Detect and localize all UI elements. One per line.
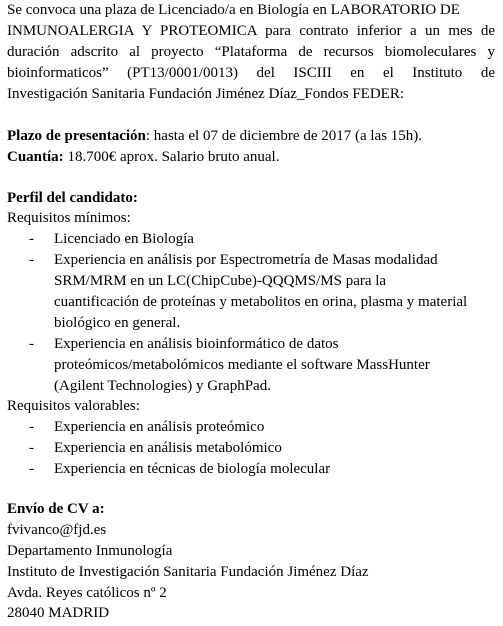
bullet-dash: - [29, 440, 34, 456]
bullet-dash: - [29, 231, 34, 247]
intro-line [7, 0, 495, 21]
bullet-dash: - [29, 461, 34, 477]
list-item-text: Experiencia en técnicas de biología molecular [54, 461, 331, 477]
requisitos-valorables-label: Requisitos valorables: [7, 398, 140, 414]
list-item-text: Experiencia en análisis proteómico [54, 419, 265, 435]
list-item-text: biológico en general. [54, 315, 181, 331]
list-item-text: Experiencia en análisis metabolómico [54, 440, 282, 456]
cuantia-value: 18.700€ aprox. Salario bruto anual. [63, 149, 280, 165]
plazo-value: : hasta el 07 de diciembre de 2017 (a las 15h). [145, 128, 423, 144]
list-item-text: Experiencia en análisis bioinformático de datos [54, 336, 339, 352]
list-item-text: proteómicos/metabolómicos mediante el software MassHunter [54, 357, 430, 373]
envio-heading [7, 499, 105, 520]
list-item-text: (Agilent Technologies) y GraphPad. [54, 378, 271, 394]
intro-line: bioinformaticos” (PT13/0001/0013) del ISCIII en el Instituto de [7, 65, 495, 81]
list-item-text: Experiencia en análisis por Espectrometría de Masas modalidad [54, 252, 438, 268]
list-item-text: Licenciado en Biología [54, 231, 194, 247]
cuantia-line [7, 147, 279, 168]
intro-line: INMUNOALERGIA Y PROTEOMICA para contrato inferior a un mes de [7, 23, 495, 39]
list-item-text: SRM/MRM en un LC(ChipCube)-QQQMS/MS para la [54, 273, 387, 289]
intro-line: Investigación Sanitaria Fundación Jiménez Díaz_Fondos FEDER: [7, 86, 405, 102]
perfil-heading [7, 188, 138, 209]
plazo-label: Plazo de presentación [7, 128, 146, 144]
envio-heading-text: Envío de CV a: [7, 501, 105, 517]
bullet-dash: - [29, 419, 34, 435]
envio-city: 28040 MADRID [7, 605, 110, 621]
intro-line-text: Se convoca una plaza de Licenciado/a en Biología en LABORATORIO DE [7, 2, 460, 18]
bullet-dash: - [29, 252, 34, 268]
bullet-dash: - [29, 336, 34, 352]
envio-institute: Instituto de Investigación Sanitaria Fundación Jiménez Díaz [7, 564, 369, 580]
envio-address: Avda. Reyes católicos nº 2 [7, 585, 167, 601]
perfil-heading-text: Perfil del candidato: [7, 190, 138, 206]
envio-department: Departamento Inmunología [7, 543, 173, 559]
envio-email[interactable]: fvivanco@fjd.es [7, 522, 107, 538]
list-item-text: cuantificación de proteínas y metabolitos en orina, plasma y material [54, 294, 468, 310]
plazo-line [7, 126, 422, 147]
cuantia-label: Cuantía: [7, 149, 64, 165]
intro-line: duración adscrito al proyecto “Plataforma de recursos biomoleculares y [7, 44, 495, 60]
requisitos-minimos-label: Requisitos mínimos: [7, 210, 131, 226]
